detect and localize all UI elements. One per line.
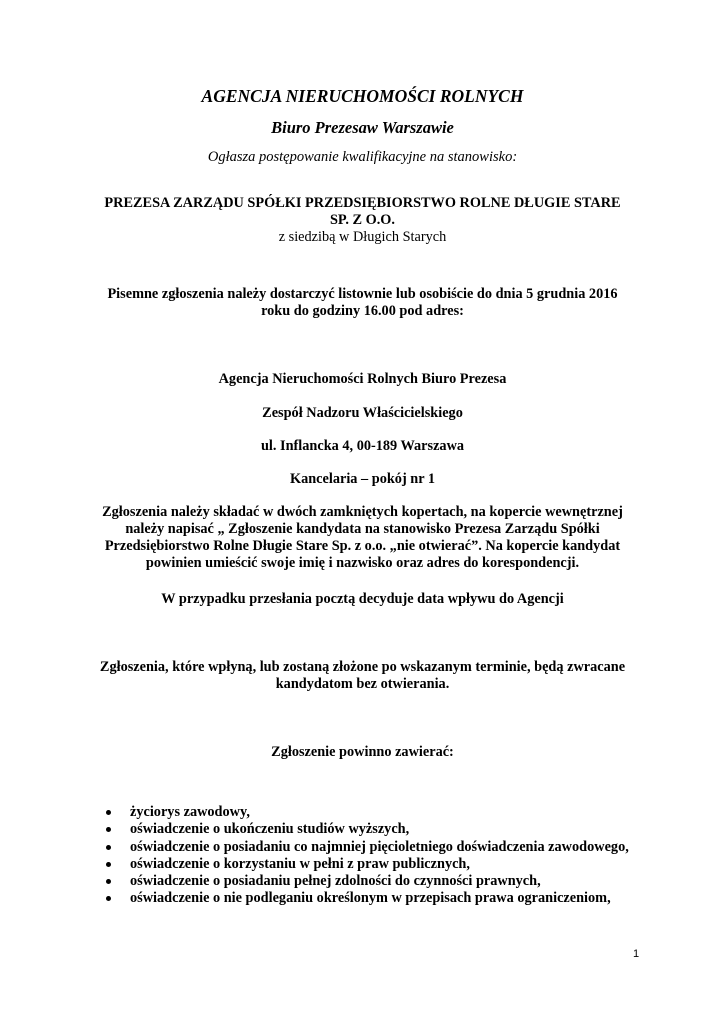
requirements-heading: Zgłoszenie powinno zawierać: bbox=[271, 744, 454, 760]
list-item bbox=[104, 873, 644, 890]
position-title-line-2: SP. Z O.O. bbox=[329, 212, 396, 228]
list-item bbox=[104, 856, 644, 873]
agency-title: AGENCJA NIERUCHOMOŚCI ROLNYCH bbox=[201, 86, 524, 106]
bullet-icon bbox=[106, 862, 111, 867]
bullet-icon bbox=[106, 896, 111, 901]
list-item bbox=[104, 839, 644, 856]
list-item bbox=[104, 890, 644, 907]
list-item-text: oświadczenie o nie podleganiu określonym w przepisach prawa ograniczeniom, bbox=[130, 890, 611, 907]
late-submission-paragraph bbox=[88, 659, 637, 693]
position-title-line-1: PREZESA ZARZĄDU SPÓŁKI PRZEDSIĘBIORSTWO ROLNE DŁUGIE STARE bbox=[104, 195, 621, 211]
page-number: 1 bbox=[632, 948, 640, 960]
late-line-1: Zgłoszenia, które wpłyną, lub zostaną złożone po wskazanym terminie, będą zwracane bbox=[99, 659, 626, 675]
list-item bbox=[104, 821, 644, 838]
address-line-4: Kancelaria – pokój nr 1 bbox=[289, 471, 436, 487]
late-line-2: kandydatom bez otwierania. bbox=[275, 676, 450, 692]
bullet-icon bbox=[106, 810, 111, 815]
bullet-icon bbox=[106, 845, 111, 850]
position-seat: z siedzibą w Długich Starych bbox=[278, 229, 447, 245]
announcement-line: Ogłasza postępowanie kwalifikacyjne na stanowisko: bbox=[207, 149, 518, 165]
list-item-text: oświadczenie o korzystaniu w pełni z praw publicznych, bbox=[130, 855, 470, 872]
address-line-3: ul. Inflancka 4, 00-189 Warszawa bbox=[260, 438, 465, 454]
mail-note: W przypadku przesłania pocztą decyduje data wpływu do Agencji bbox=[161, 591, 564, 607]
deadline-paragraph bbox=[88, 286, 637, 320]
list-item-text: oświadczenie o posiadaniu co najmniej pięcioletniego doświadczenia zawodowego, bbox=[130, 838, 629, 855]
requirements-list bbox=[104, 804, 644, 908]
envelopes-line-4: powinien umieścić swoje imię i nazwisko oraz adres do korespondencji. bbox=[145, 555, 580, 571]
position-title bbox=[88, 195, 637, 229]
list-item-text: oświadczenie o ukończeniu studiów wyższych, bbox=[130, 821, 410, 838]
envelopes-line-1: Zgłoszenia należy składać w dwóch zamkniętych kopertach, na kopercie wewnętrznej bbox=[102, 504, 623, 520]
list-item-text: życiorys zawodowy, bbox=[130, 804, 250, 820]
deadline-line-1: Pisemne zgłoszenia należy dostarczyć listownie lub osobiście do dnia 5 grudnia 2016 bbox=[107, 286, 618, 302]
address-line-1: Agencja Nieruchomości Rolnych Biuro Prezesa bbox=[218, 371, 507, 387]
deadline-line-2: roku do godziny 16.00 pod adres: bbox=[261, 303, 464, 319]
envelopes-paragraph bbox=[88, 504, 637, 572]
office-subtitle: Biuro Prezesaw Warszawie bbox=[271, 118, 454, 137]
list-item-text: oświadczenie o posiadaniu pełnej zdolności do czynności prawnych, bbox=[130, 873, 541, 890]
bullet-icon bbox=[106, 879, 111, 884]
address-line-2: Zespół Nadzoru Właścicielskiego bbox=[262, 405, 463, 421]
bullet-icon bbox=[106, 827, 111, 832]
envelopes-line-2: należy napisać „ Zgłoszenie kandydata na stanowisko Prezesa Zarządu Spółki bbox=[125, 521, 600, 537]
list-item bbox=[104, 804, 644, 821]
envelopes-line-3: Przedsiębiorstwo Rolne Długie Stare Sp. z o.o. „nie otwierać”. Na kopercie kandydat bbox=[104, 538, 621, 554]
